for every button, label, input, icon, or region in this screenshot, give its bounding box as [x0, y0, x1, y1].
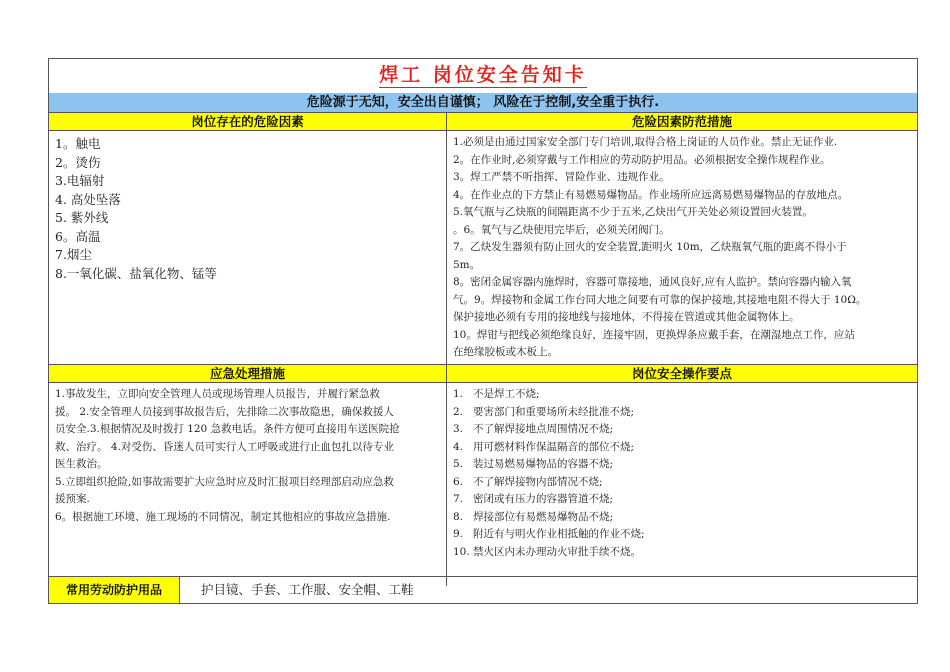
operation-item: [453, 404, 915, 422]
hazard-item: 5. 紫外线: [55, 210, 109, 225]
operation-item-text: 不是焊工不烧;: [473, 388, 540, 400]
operation-item-text: 用可燃材料作保温隔音的部位不烧;: [473, 440, 635, 453]
emergency-line: 援。 2.安全管理人员接到事故报告后，先排除二次事故隐患，确保救援人: [55, 405, 394, 418]
emergency-line: 医生救治。: [55, 458, 108, 470]
operation-item: [453, 439, 915, 457]
measure-line: 保护接地必须有专用的接地线与接地体，不得接在管道或其他金属物体上。: [453, 311, 800, 323]
operation-item-text: 要害部门和重要场所未经批准不烧;: [473, 405, 635, 418]
measure-line: 7。乙炔发生器须有防止回火的安全装置,距明火 10m，乙炔瓶氧气瓶的距离不得小于: [453, 241, 847, 253]
operation-item-number: 9.: [453, 528, 464, 540]
measure-line: 2。在作业时,必须穿戴与工作相应的劳动防护用品。必须根据安全操作规程作业。: [453, 153, 831, 166]
operation-item-number: 3.: [453, 423, 464, 435]
operation-list: [453, 386, 915, 576]
operation-item-number: 5.: [453, 458, 464, 470]
measure-line: 5.氧气瓶与乙炔瓶的间隔距离不少于五米,乙炔出气开关处必须设置回火装置。: [453, 206, 813, 218]
operation-item-text: 不了解焊接物内部情况不烧;: [473, 475, 603, 488]
emergency-line: 1.事故发生，立即向安全管理人员或现场管理人员报告，并履行紧急救: [55, 388, 381, 400]
operation-item-number: 10.: [453, 545, 470, 558]
measure-line: 8。密闭金属容器内施焊时，容器可靠接地，通风良好,应有人监护。禁向容器内输入氧: [453, 276, 852, 288]
operation-item: [453, 491, 915, 509]
measure-line: 10。焊钳与把线必须绝缘良好，连接牢固，更换焊条应戴手套，在潮湿地点工作，应站: [453, 328, 855, 341]
hazards-header: 岗位存在的危险因素: [49, 113, 447, 131]
emergency-list: [55, 386, 443, 576]
operation-item: [453, 386, 915, 404]
slogan-banner: 危险源于无知，安全出自谨慎； 风险在于控制,安全重于执行.: [49, 93, 917, 113]
measure-line: 。6。氧气与乙炔使用完毕后，必须关闭阀门。: [453, 223, 670, 236]
hazard-item: 6。高温: [55, 228, 101, 244]
operation-item: [453, 474, 915, 492]
operation-header: 岗位安全操作要点: [447, 365, 917, 383]
operation-item: [453, 509, 915, 527]
operation-item-text: 焊接部位有易燃易爆物品不烧;: [473, 510, 614, 523]
hazard-item: 1。触电: [55, 136, 101, 151]
operation-item-text: 密闭或有压力的容器管道不烧;: [473, 493, 614, 505]
operation-item-text: 禁火区内未办理动火审批手续不烧。: [473, 545, 641, 558]
measure-line: 在绝缘胶板或木板上。: [453, 346, 558, 358]
operation-item-number: 2.: [453, 405, 464, 418]
measure-line: 气。9。焊接物和金属工作台同大地之间要有可靠的保护接地,其接地电阻不得大于 10Ω。: [453, 293, 867, 306]
measure-line: 4。在作业点的下方禁止有易燃易爆物品。作业场所应远离易燃易爆物品的存放地点。: [453, 188, 849, 201]
operation-item-number: 8.: [453, 510, 464, 523]
hazard-item: 2。烫伤: [55, 154, 101, 170]
hazard-item: 7.烟尘: [55, 247, 92, 262]
hazards-list: [55, 135, 443, 363]
emergency-header: 应急处理措施: [49, 365, 446, 383]
emergency-line: 6。根据施工环境、施工现场的不同情况，制定其他相应的事故应急措施.: [55, 510, 391, 523]
safety-notice-card: [48, 58, 918, 604]
emergency-line: 5.立即组织抢险,如事故需要扩大应急时应及时汇报项目经理部启动应急救: [55, 475, 394, 488]
hazard-item: 4. 高处坠落: [55, 191, 121, 207]
ppe-value: 护目镜、手套、工作服、安全帽、工鞋: [201, 582, 414, 597]
operation-item: [453, 456, 915, 474]
operation-item: [453, 421, 915, 439]
measure-line: 1.必须是由通过国家安全部门专门培训,取得合格上岗证的人员作业。禁止无证作业.: [453, 136, 838, 148]
hazard-item: 8.一氧化碳、盐氧化物、锰等: [55, 265, 217, 281]
operation-item: [453, 544, 915, 562]
column-divider: [446, 113, 447, 586]
measure-line: 5m。: [453, 258, 481, 271]
operation-item-number: 7.: [453, 493, 464, 505]
measures-list: [453, 134, 915, 364]
operation-item: [453, 526, 915, 544]
measure-line: 3。焊工严禁不听指挥、冒险作业、违规作业。: [453, 171, 670, 183]
card-title: 焊工 岗位安全告知卡: [379, 64, 587, 86]
measures-header: 危险因素防范措施: [447, 113, 917, 131]
operation-item-number: 6.: [453, 475, 464, 488]
hazard-item: 3.电辐射: [55, 173, 105, 188]
operation-item-number: 1.: [453, 388, 464, 400]
operation-item-number: 4.: [453, 440, 464, 453]
operation-item-text: 不了解焊接地点周围情况不烧;: [473, 423, 614, 435]
emergency-line: 救、治疗。 4.对受伤、昏迷人员可实行人工呼吸或进行止血包扎以待专业: [55, 440, 394, 453]
emergency-line: 援预案.: [55, 493, 90, 505]
emergency-line: 员安全.3.根据情况及时拨打 120 急救电话。条件方便可直接用车送医院抢: [55, 423, 400, 435]
operation-item-text: 装过易燃易爆物品的容器不烧;: [473, 458, 614, 470]
operation-item-text: 附近有与明火作业相抵触的作业不烧;: [473, 528, 645, 540]
ppe-label: 常用劳动防护用品: [49, 577, 180, 603]
title-row: [49, 59, 917, 94]
